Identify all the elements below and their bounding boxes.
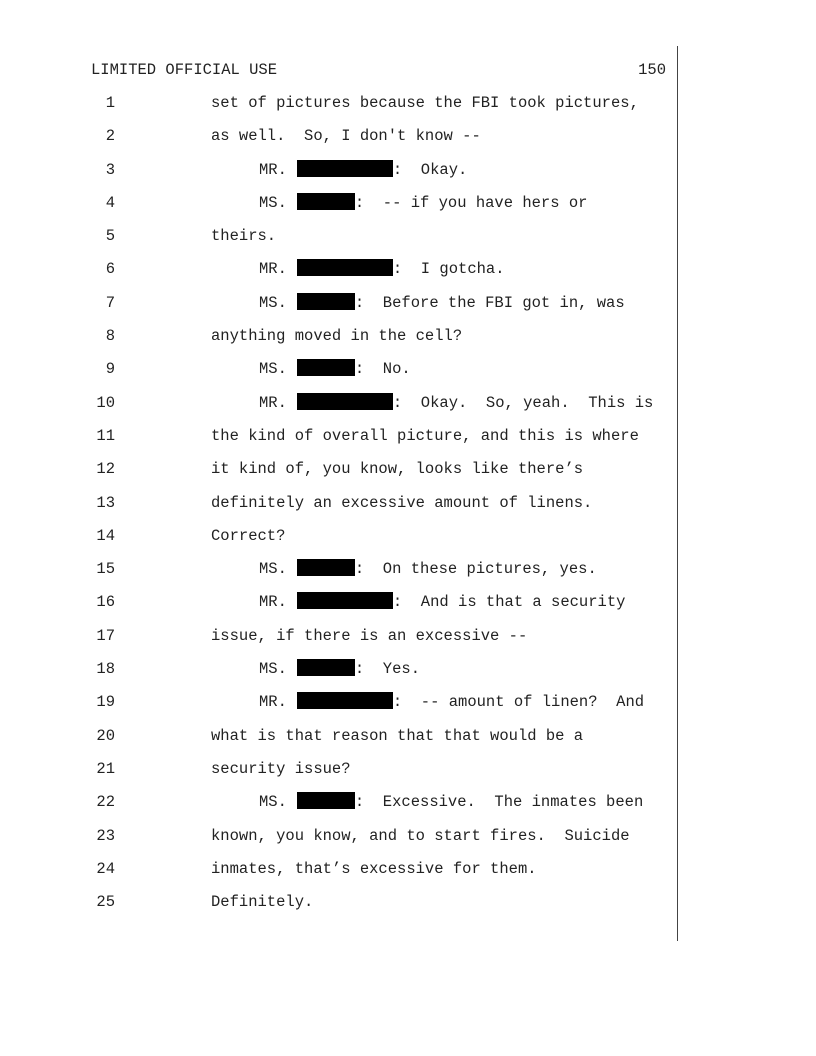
line-number: 5 bbox=[105, 227, 115, 246]
line-text: : -- if you have hers or bbox=[354, 193, 588, 212]
line-text: issue, if there is an excessive -- bbox=[211, 626, 528, 645]
transcript-line bbox=[0, 359, 680, 392]
line-number: 17 bbox=[96, 626, 115, 645]
speaker-line bbox=[259, 293, 625, 313]
line-number: 25 bbox=[96, 893, 115, 912]
redaction-box bbox=[297, 359, 355, 376]
line-text: set of pictures because the FBI took pictures, bbox=[211, 94, 639, 112]
redaction-box bbox=[297, 692, 393, 709]
line-number: 4 bbox=[105, 193, 115, 212]
transcript-line bbox=[0, 659, 680, 692]
transcript-line bbox=[0, 626, 680, 659]
speaker-title: MS. bbox=[259, 793, 287, 812]
speaker-title: MS. bbox=[259, 293, 287, 312]
classification-marking: LIMITED OFFICIAL USE bbox=[91, 61, 278, 79]
redaction-box bbox=[297, 393, 393, 410]
speaker-line bbox=[259, 559, 597, 579]
line-number: 14 bbox=[96, 526, 115, 545]
line-text: known, you know, and to start fires. Suicide bbox=[211, 826, 630, 845]
line-text: : And is that a security bbox=[392, 593, 626, 612]
transcript-line bbox=[0, 692, 680, 725]
transcript-line bbox=[0, 726, 680, 759]
transcript-line bbox=[0, 493, 680, 526]
line-number: 15 bbox=[96, 560, 115, 579]
line-text: : -- amount of linen? And bbox=[392, 693, 645, 712]
transcript-line bbox=[0, 526, 680, 559]
line-number: 24 bbox=[96, 859, 115, 878]
speaker-line bbox=[259, 592, 625, 612]
line-text: : On these pictures, yes. bbox=[354, 560, 597, 579]
line-number: 9 bbox=[105, 360, 115, 379]
redaction-box bbox=[297, 293, 355, 310]
redaction-box bbox=[297, 659, 355, 676]
redaction-box bbox=[297, 792, 355, 809]
transcript-line bbox=[0, 226, 680, 259]
speaker-line bbox=[259, 659, 420, 679]
transcript-lines bbox=[0, 93, 680, 925]
line-text: : Okay. bbox=[392, 160, 468, 179]
line-text: : Before the FBI got in, was bbox=[354, 293, 625, 312]
redaction-box bbox=[297, 559, 355, 576]
transcript-line bbox=[0, 859, 680, 892]
line-text: : I gotcha. bbox=[392, 260, 505, 279]
redaction-box bbox=[297, 259, 393, 276]
line-text: as well. So, I don't know -- bbox=[211, 127, 481, 146]
speaker-title: MR. bbox=[259, 393, 287, 412]
transcript-line bbox=[0, 426, 680, 459]
line-number: 18 bbox=[96, 660, 115, 679]
transcript-line bbox=[0, 326, 680, 359]
line-text: : Excessive. The inmates been bbox=[354, 793, 644, 812]
transcript-line bbox=[0, 459, 680, 492]
speaker-line bbox=[259, 393, 653, 413]
transcript-line bbox=[0, 259, 680, 292]
speaker-line bbox=[259, 160, 467, 180]
line-text: it kind of, you know, looks like there’s bbox=[211, 460, 584, 479]
transcript-line bbox=[0, 559, 680, 592]
redaction-box bbox=[297, 193, 355, 210]
speaker-line bbox=[259, 359, 411, 379]
line-text: what is that reason that that would be a bbox=[211, 726, 584, 745]
transcript-line bbox=[0, 592, 680, 625]
line-text: Correct? bbox=[211, 526, 286, 545]
line-number: 1 bbox=[105, 94, 115, 112]
speaker-line bbox=[259, 692, 644, 712]
speaker-title: MS. bbox=[259, 560, 287, 579]
line-number: 16 bbox=[96, 593, 115, 612]
line-number: 6 bbox=[105, 260, 115, 279]
transcript-line bbox=[0, 126, 680, 159]
page-number: 150 bbox=[638, 61, 666, 79]
line-number: 2 bbox=[105, 127, 115, 146]
line-number: 13 bbox=[96, 493, 115, 512]
speaker-title: MR. bbox=[259, 693, 287, 712]
line-number: 3 bbox=[105, 160, 115, 179]
transcript-line bbox=[0, 160, 680, 193]
line-number: 8 bbox=[105, 327, 115, 346]
line-text: the kind of overall picture, and this is where bbox=[211, 426, 639, 445]
transcript-line bbox=[0, 93, 680, 126]
line-number: 21 bbox=[96, 759, 115, 778]
line-number: 20 bbox=[96, 726, 115, 745]
speaker-title: MS. bbox=[259, 193, 287, 212]
transcript-line bbox=[0, 193, 680, 226]
line-text: inmates, that’s excessive for them. bbox=[211, 859, 537, 878]
transcript-line bbox=[0, 792, 680, 825]
transcript-line bbox=[0, 759, 680, 792]
speaker-title: MR. bbox=[259, 260, 287, 279]
transcript-line bbox=[0, 826, 680, 859]
redaction-box bbox=[297, 592, 393, 609]
speaker-title: MR. bbox=[259, 593, 287, 612]
line-text: definitely an excessive amount of linens. bbox=[211, 493, 593, 512]
line-text: security issue? bbox=[211, 759, 351, 778]
transcript-line bbox=[0, 293, 680, 326]
line-number: 23 bbox=[96, 826, 115, 845]
speaker-title: MR. bbox=[259, 160, 287, 179]
speaker-title: MS. bbox=[259, 660, 287, 679]
transcript-line bbox=[0, 892, 680, 925]
speaker-line bbox=[259, 792, 643, 812]
speaker-line bbox=[259, 259, 505, 279]
line-text: : Yes. bbox=[354, 660, 421, 679]
speaker-line bbox=[259, 193, 587, 213]
redaction-box bbox=[297, 160, 393, 177]
line-number: 19 bbox=[96, 693, 115, 712]
line-text: : No. bbox=[354, 360, 411, 379]
line-number: 10 bbox=[96, 393, 115, 412]
line-text: : Okay. So, yeah. This is bbox=[392, 393, 654, 412]
speaker-title: MS. bbox=[259, 360, 287, 379]
line-text: theirs. bbox=[211, 227, 277, 246]
transcript-line bbox=[0, 393, 680, 426]
line-number: 22 bbox=[96, 793, 115, 812]
line-number: 7 bbox=[105, 293, 115, 312]
line-number: 11 bbox=[96, 426, 115, 445]
line-number: 12 bbox=[96, 460, 115, 479]
line-text: Definitely. bbox=[211, 893, 314, 912]
line-text: anything moved in the cell? bbox=[211, 327, 463, 346]
